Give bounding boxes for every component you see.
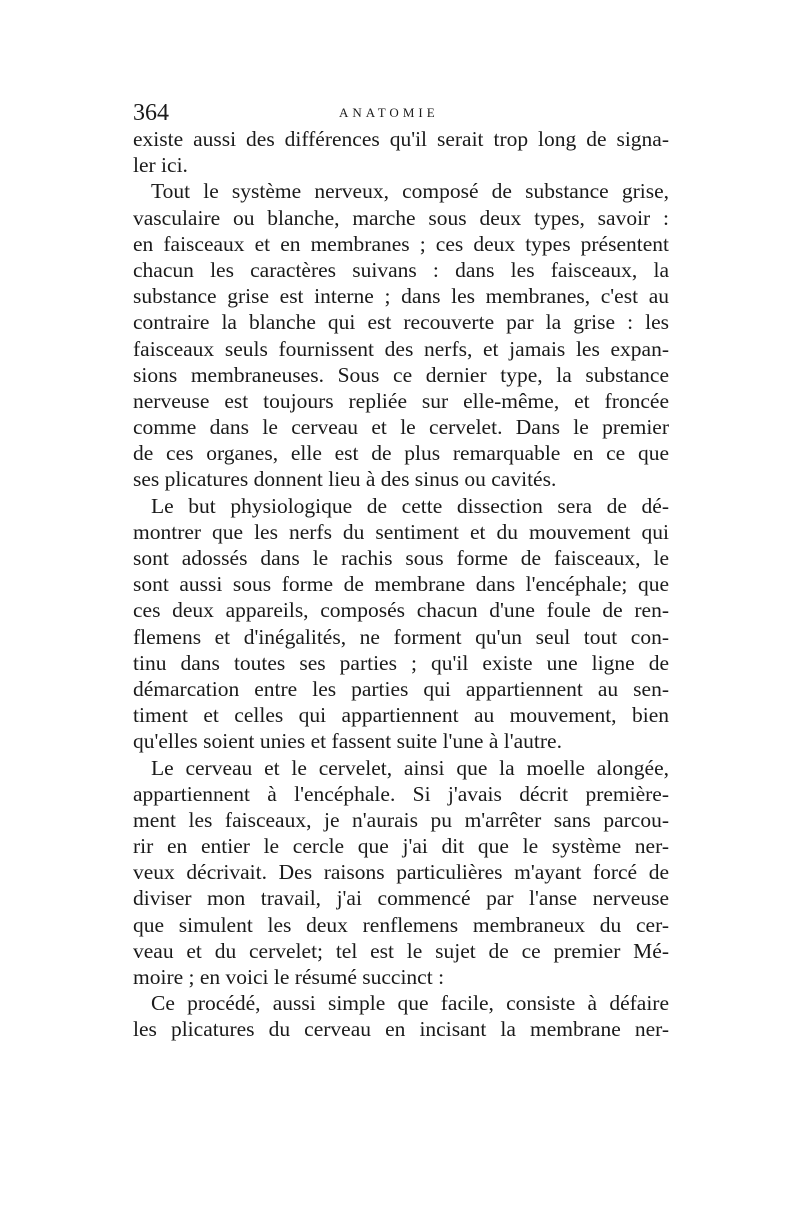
text-line: flemens et d'inégalités, ne forment qu'un seul tout con- [133, 624, 669, 649]
text-line: Le but physiologique de cette dissection sera de dé- [151, 493, 669, 518]
text-line: ses plicatures donnent lieu à des sinus ou cavités. [133, 467, 557, 492]
text-line: ment les faisceaux, je n'aurais pu m'arrêter sans parcou- [133, 807, 669, 832]
body-text [133, 126, 669, 1043]
text-line: ler ici. [133, 153, 188, 178]
text-line: veux décrivait. Des raisons particulières m'ayant forcé de [133, 860, 669, 885]
text-line: de ces organes, elle est de plus remarquable en ce que [133, 441, 669, 466]
text-line: vasculaire ou blanche, marche sous deux types, savoir : [133, 205, 669, 230]
text-line: en faisceaux et en membranes ; ces deux types présentent [133, 231, 669, 256]
running-title: ANATOMIE [339, 105, 439, 120]
text-line: chacun les caractères suivans : dans les faisceaux, la [133, 257, 669, 282]
page-header [133, 98, 673, 128]
text-line: Tout le système nerveux, composé de substance grise, [151, 179, 669, 204]
text-line: diviser mon travail, j'ai commencé par l'anse nerveuse [133, 886, 669, 911]
text-line: comme dans le cerveau et le cervelet. Dans le premier [133, 415, 669, 440]
page-number: 364 [133, 100, 169, 126]
text-line: moire ; en voici le résumé succinct : [133, 965, 445, 989]
text-line: rir en entier le cercle que j'ai dit que le système ner- [133, 834, 669, 859]
text-line: timent et celles qui appartiennent au mouvement, bien [133, 703, 669, 728]
text-line: faisceaux seuls fournissent des nerfs, et jamais les expan- [133, 336, 669, 361]
text-line: montrer que les nerfs du sentiment et du mouvement qui [133, 519, 669, 544]
text-line: sont aussi sous forme de membrane dans l'encéphale; que [133, 572, 669, 597]
text-line: qu'elles soient unies et fassent suite l'une à l'autre. [133, 729, 562, 754]
text-line: Ce procédé, aussi simple que facile, consiste à défaire [151, 991, 669, 1016]
text-line: Le cerveau et le cervelet, ainsi que la moelle alongée, [151, 755, 669, 780]
text-line: sions membraneuses. Sous ce dernier type, la substance [133, 362, 669, 387]
text-line: appartiennent à l'encéphale. Si j'avais décrit première- [133, 781, 669, 806]
text-line: sont adossés dans le rachis sous forme de faisceaux, le [133, 546, 669, 570]
text-line: nerveuse est toujours repliée sur elle-même, et froncée [133, 388, 669, 413]
text-line: existe aussi des différences qu'il serait trop long de signa- [133, 127, 669, 151]
text-line: contraire la blanche qui est recouverte par la grise : les [133, 310, 669, 335]
text-line: les plicatures du cerveau en incisant la membrane ner- [133, 1017, 669, 1042]
text-line: veau et du cervelet; tel est le sujet de ce premier Mé- [133, 938, 669, 963]
text-line: démarcation entre les parties qui appartiennent au sen- [133, 676, 669, 701]
text-line: substance grise est interne ; dans les membranes, c'est au [133, 284, 669, 309]
text-line: tinu dans toutes ses parties ; qu'il existe une ligne de [133, 650, 669, 675]
text-line: ces deux appareils, composés chacun d'une foule de ren- [133, 598, 669, 623]
text-line: que simulent les deux renflemens membraneux du cer- [133, 912, 669, 937]
